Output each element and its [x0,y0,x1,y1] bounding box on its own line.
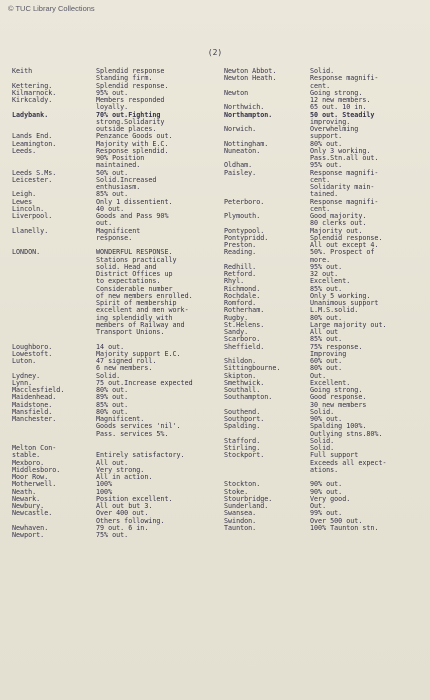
watermark: © TUC Library Collections [8,4,95,13]
branch-cell-right: Southampton. [224,393,273,402]
report-cell-right: more. [310,255,331,264]
branch-cell-right: Taunton. [224,523,257,532]
report-cell: enthusiasm. [96,183,141,191]
report-cell: 75% out. [96,531,129,539]
branch-cell-right: Sandy. [224,328,249,336]
report-cell: 79 out. 6 in. [96,523,149,532]
branch-cell-right: Nottingham. [224,139,269,148]
report-cell: Over 400 out. [96,509,149,518]
table-row [12,170,428,177]
branch-cell-right: Stockport. [224,451,265,460]
branch-cell-right: Newton [224,88,249,97]
report-cell-right: 99% out. [310,509,343,518]
report-cell: 40 out. [96,204,125,213]
branch-cell-right: Smethwick. [224,378,265,387]
report-cell-right: 90% out. [310,415,343,423]
report-cell-right: 80% out. [310,139,343,148]
report-cell: Standing firm. [96,74,153,83]
report-cell-right: Unanimous support [310,299,379,307]
table-row [12,358,428,365]
branch-cell-right: Swansea. [224,509,257,518]
report-cell: 6 new members. [96,364,153,373]
report-cell: Goods and Pass 90% [96,212,169,220]
table-row [12,75,428,82]
report-cell-right: ations. [310,465,339,474]
branch-cell: Maidstone. [12,400,53,409]
report-cell: response. [96,233,133,242]
branch-cell: Loughboro. [12,342,53,351]
table-row [12,126,428,133]
report-cell-right: 30 new members [310,400,367,409]
report-cell: ing splendidly with [96,313,173,322]
table-row [12,329,428,336]
report-cell-right: All out [310,328,339,336]
branch-cell: Leicester. [12,175,53,184]
report-cell-right: Improving [310,349,347,358]
report-cell: Pass. services 5%. [96,429,169,438]
branch-cell-right: Rugby. [224,313,249,322]
report-cell-right: 85% out. [310,335,343,344]
report-cell-right: Outlying stns.80%. [310,429,383,438]
table-row [12,373,428,380]
report-cell-right: 80 clerks out. [310,219,367,228]
branch-cell-right: Newton Heath. [224,74,277,83]
report-cell-right: 90% out. [310,487,343,496]
branch-cell: Lowestoft. [12,349,53,358]
branch-cell-right: Stafford. [224,436,261,445]
table-row [12,220,428,227]
table-row [12,409,428,416]
report-cell: out. [96,219,113,228]
table-row [12,525,428,532]
report-cell-right: 50 out. Steadily [310,110,375,119]
branch-cell: Motherwell. [12,480,57,489]
branch-cell-right: Stockton. [224,480,261,489]
branch-cell-right: Pontypool. [224,226,265,235]
report-cell: maintained. [96,161,141,170]
branch-cell: Lydney. [12,371,41,380]
report-cell-right: Pass.Stn.all out. [310,154,379,162]
table-row [12,322,428,329]
report-cell-right: Going strong. [310,88,363,97]
table-row [12,503,428,510]
table-row [12,249,428,256]
branch-cell-right: Plymouth. [224,212,261,220]
report-cell: loyally. [96,103,129,112]
table-row [12,496,428,503]
report-cell: 80% out. [96,386,129,394]
report-cell: 75 out.Increase expected [96,378,193,387]
report-cell-right: Out. [310,502,327,510]
branch-cell: Newbury. [12,502,45,510]
report-cell: 80% out. [96,407,129,416]
branch-cell: Melton Con- [12,444,57,452]
report-cell: Very strong. [96,465,145,474]
report-cell-right: Majority out. [310,226,363,235]
report-cell-right: 50%. Prospect of [310,248,375,257]
branch-cell-right: Southport. [224,415,265,423]
branch-cell: Mansfield. [12,407,53,416]
branch-cell-right: Preston. [224,241,257,249]
report-cell: Magnificent [96,226,141,235]
branch-cell: Middlesboro. [12,465,61,474]
report-cell: Transport Unions. [96,328,165,336]
page-number: (2) [207,48,223,57]
report-cell-right: Excellent. [310,378,351,387]
report-cell-right: Excellent. [310,277,351,286]
branch-cell: Moor Row. [12,473,49,481]
report-cell: Solid. [96,371,121,380]
table-row [12,438,428,445]
report-cell-right: Solid. [310,407,335,416]
table-row [12,481,428,488]
report-cell: 95% out. [96,88,129,97]
table-row [12,112,428,119]
branch-cell: Kirkcaldy. [12,96,53,104]
table-row [12,474,428,481]
branch-cell-right: Romford. [224,299,257,307]
report-cell: Splendid response [96,67,165,75]
branch-cell: Neath. [12,487,37,496]
table-row [12,264,428,271]
report-cell: 90% Position [96,154,145,162]
branch-cell-right: Redhill. [224,262,257,271]
report-cell-right: Large majority out. [310,320,387,329]
report-cell-right: Spalding 100%. [310,422,367,431]
report-cell: All out. [96,458,129,467]
branch-cell-right: Stoke. [224,487,249,496]
branch-cell: Llanelly. [12,226,49,235]
report-cell-right: support. [310,132,343,141]
table-row [12,532,428,539]
report-cell-right: All out except 4. [310,241,379,249]
report-cell: Position excellent. [96,494,173,503]
report-cell: 85% out. [96,400,129,409]
table-row [12,257,428,264]
branch-cell-right: Rhyl. [224,277,245,286]
branch-cell-right: Oldham. [224,161,253,170]
branch-cell-right: Swindon. [224,516,257,525]
report-cell-right: 95% out. [310,161,343,170]
report-cell: Entirely satisfactory. [96,451,185,460]
report-cell: solid. Head and [96,262,157,271]
table-row [12,271,428,278]
report-cell: Majority support E.C. [96,349,181,358]
report-cell-right: Response magnifi- [310,74,379,83]
branch-cell: Maidenhead. [12,393,57,402]
branch-cell: Liverpool. [12,212,53,220]
report-table [12,68,428,539]
branch-cell: Newport. [12,531,45,539]
branch-cell: Macclesfield. [12,386,65,394]
report-cell: 89% out. [96,393,129,402]
report-cell-right: 75% response. [310,342,363,351]
branch-cell: Mexboro. [12,458,45,467]
report-cell-right: 80% out. [310,364,343,373]
branch-cell-right: Southall. [224,386,261,394]
branch-cell: Leeds. [12,146,37,155]
report-cell: 85% out. [96,190,129,199]
report-cell-right: Solid. [310,67,335,75]
report-cell-right: Out. [310,371,327,380]
table-row [12,155,428,162]
report-cell: Stations practically [96,255,177,264]
report-cell-right: L.M.S.solid. [310,306,359,315]
report-cell-right: Good majority. [310,212,367,220]
table-row [12,133,428,140]
branch-cell: Lynn. [12,378,33,387]
table-row [12,460,428,467]
report-cell-right: Response magnifi- [310,197,379,206]
report-cell-right: Solid. [310,436,335,445]
branch-cell: Lewes [12,197,33,206]
report-cell: Goods services 'nil'. [96,422,181,431]
report-cell: All out but 3. [96,502,153,510]
report-cell: excellent and men work- [96,306,189,315]
report-cell: Considerable number [96,284,173,293]
report-cell-right: 90% out. [310,480,343,489]
branch-cell-right: Sunderland. [224,502,269,510]
report-cell-right: 95% out. [310,262,343,271]
report-cell-right: Overwhelming [310,125,359,133]
report-cell: to expectations. [96,277,161,286]
report-cell: Solid.Increased [96,175,157,184]
branch-cell: Manchester. [12,415,57,423]
branch-cell-right: Rotherham. [224,306,265,315]
report-cell-right: 32 out. [310,270,339,278]
report-cell-right: Only 5 working. [310,291,371,300]
report-cell-right: Very good. [310,494,351,503]
report-cell-right: 65 out. 10 in. [310,103,367,112]
report-cell: Penzance Goods out. [96,132,173,141]
report-cell-right: improving. [310,117,351,126]
table-row [12,199,428,206]
report-cell-right: 60% out. [310,357,343,365]
table-row [12,278,428,285]
branch-cell-right: Nuneaton. [224,146,261,155]
branch-cell-right: Reading. [224,248,257,257]
report-cell-right: tained. [310,190,339,199]
branch-cell-right: Stourbridge. [224,494,273,503]
report-cell: 100% [96,480,113,489]
report-cell: Spirit of membership [96,299,177,307]
report-cell-right: cent. [310,81,331,90]
report-cell-right: Solid. [310,444,335,452]
report-cell-right: Response magnifi- [310,168,379,177]
report-cell: 14 out. [96,342,125,351]
table-row [12,431,428,438]
report-cell: Others following. [96,516,165,525]
table-row [12,336,428,343]
branch-cell: Lands End. [12,132,53,141]
branch-cell-right: Sittingbourne. [224,364,281,373]
report-cell: members of Railway and [96,320,185,329]
table-row [12,510,428,517]
report-cell-right: cent. [310,204,331,213]
table-row [12,380,428,387]
branch-cell-right: Rochdale. [224,291,261,300]
branch-cell: Leamington. [12,139,57,148]
branch-cell-right: Spalding. [224,422,261,431]
table-row [12,184,428,191]
table-row [12,307,428,314]
branch-cell: stable. [12,451,41,460]
branch-cell: Leeds S.Ms. [12,168,57,177]
report-cell-right: Only 3 working. [310,146,371,155]
branch-cell: Kettering. [12,81,53,90]
table-row [12,467,428,474]
branch-cell-right: Northwich. [224,103,265,112]
report-cell: of new members enrolled. [96,291,193,300]
branch-cell: Kilmarnock. [12,88,57,97]
report-cell-right: Over 500 out. [310,516,363,525]
branch-cell: Newark. [12,494,41,503]
report-cell-right: Solidarity main- [310,183,375,191]
branch-cell: Keith [12,67,33,75]
report-cell: Splendid response. [96,81,169,90]
report-cell-right: cent. [310,175,331,184]
branch-cell-right: Southend. [224,407,261,416]
report-cell-right: Full support [310,451,359,460]
report-cell: Members responded [96,96,165,104]
branch-cell-right: Northampton. [224,110,273,119]
report-cell-right: Good response. [310,393,367,402]
report-cell: Response splendid. [96,146,169,155]
table-row [12,119,428,126]
branch-cell-right: Richmond. [224,284,261,293]
branch-cell-right: St.Helens. [224,320,265,329]
branch-cell-right: Paisley. [224,168,257,177]
branch-cell-right: Peterboro. [224,197,265,206]
table-row [12,489,428,496]
branch-cell-right: Norwich. [224,125,257,133]
report-cell: strong.Solidarity [96,117,165,126]
report-cell-right: 100% Taunton stn. [310,523,379,532]
report-cell: 100% [96,487,113,496]
table-row [12,402,428,409]
branch-cell: Leigh. [12,190,37,199]
branch-cell: Luton. [12,357,37,365]
branch-cell-right: Newton Abbot. [224,67,277,75]
branch-cell-right: Pontypridd. [224,233,269,242]
table-row [12,365,428,372]
report-cell: Majority with E.C. [96,139,169,148]
branch-cell-right: Stirling. [224,444,261,452]
branch-cell-right: Shildon. [224,357,257,365]
report-cell: 47 signed roll. [96,357,157,365]
report-cell: 70% out.Fighting [96,110,161,119]
table-row [12,83,428,90]
branch-cell-right: Skipton. [224,371,257,380]
report-cell-right: Splendid response. [310,233,383,242]
report-cell-right: 12 new members. [310,96,371,104]
report-cell-right: Going strong. [310,386,363,394]
branch-cell: Newcastle. [12,509,53,518]
table-row [12,344,428,351]
table-row [12,445,428,452]
branch-cell: LONDON. [12,248,41,257]
report-cell: WONDERFUL RESPONSE. [96,248,173,257]
branch-cell: Newhaven. [12,523,49,532]
branch-cell: Lincoln. [12,204,45,213]
report-cell: Magnificent. [96,415,145,423]
branch-cell: Ladybank. [12,110,49,119]
report-cell: Only 1 dissentient. [96,197,173,206]
branch-cell-right: Retford. [224,270,257,278]
branch-cell-right: Scarboro. [224,335,261,344]
report-cell: District Offices up [96,270,173,278]
branch-cell-right: Sheffield. [224,342,265,351]
report-cell: 50% out. [96,168,129,177]
report-cell-right: Exceeds all expect- [310,458,387,467]
report-cell: All in action. [96,473,153,481]
report-cell: outside places. [96,125,157,133]
report-cell-right: 85% out. [310,284,343,293]
report-cell-right: 80% out. [310,313,343,322]
table-row [12,300,428,307]
table-row [12,351,428,358]
